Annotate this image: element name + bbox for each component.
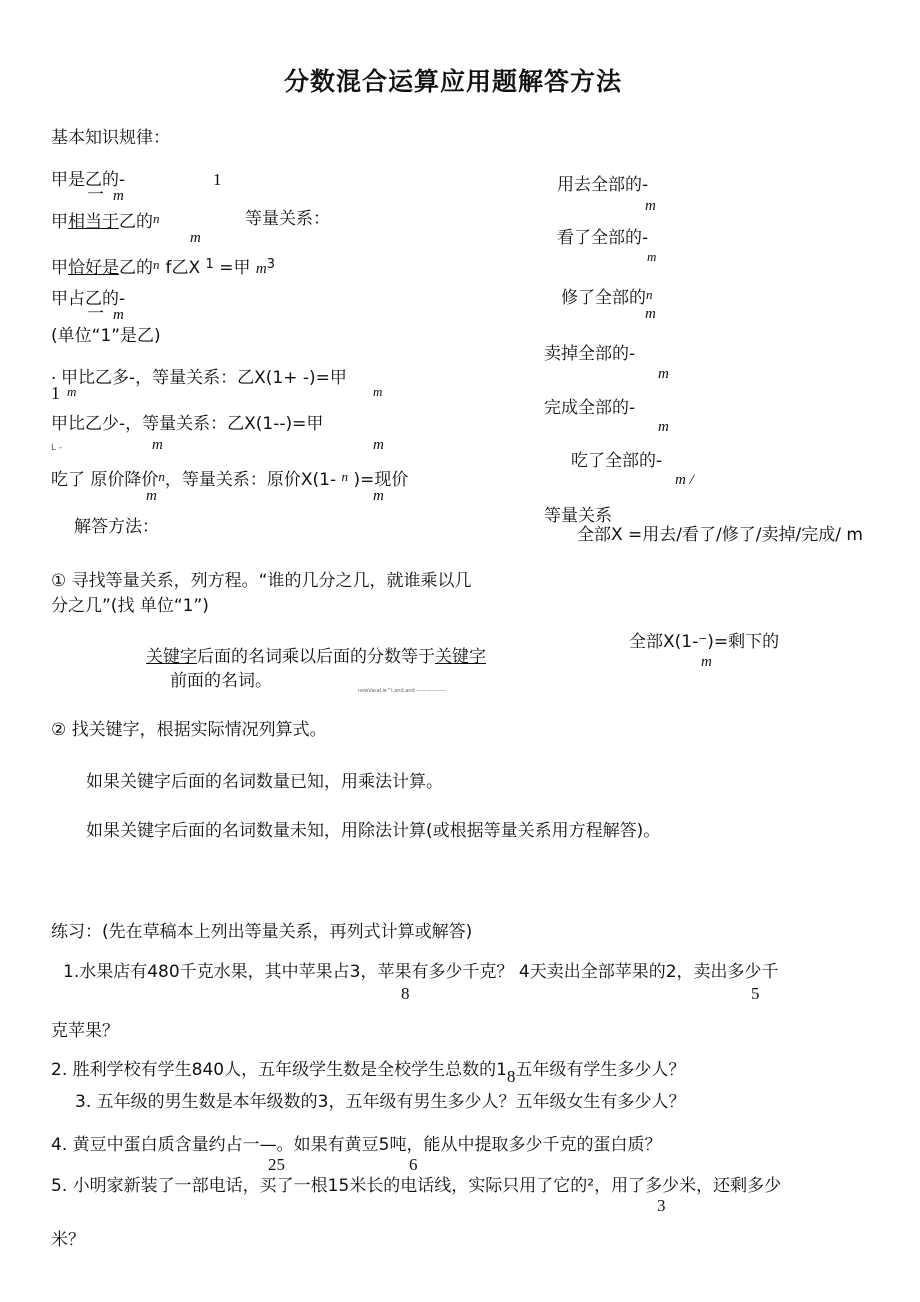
practice-q4: 4. 黄豆中蛋白质含量约占一—。如果有黄豆5吨，能从中提取多少千克的蛋白质？ [51, 1135, 662, 1155]
rule-more-one: 1 [51, 383, 60, 403]
rule-exactly-post: 乙的 [119, 258, 153, 278]
keyword-rule-ul1: 关键字 [146, 647, 197, 667]
practice-q2 [51, 1060, 685, 1087]
rule-jia-is-yi-dash: 一 [87, 185, 104, 205]
practice-q4-denominator-25: 25 [268, 1155, 285, 1174]
practice-q1-cont: 克苹果？ [51, 1021, 119, 1041]
rule-equivalent-post: 乙的 [119, 212, 153, 232]
right-remaining: 全部X(1-⁻)=剩下的 [629, 632, 780, 652]
rule-equivalent [51, 209, 160, 232]
right-sold: 卖掉全部的- [544, 344, 636, 364]
right-eq-cut [544, 506, 612, 526]
rule-less-m2: m [373, 437, 384, 453]
method-step2-known: 如果关键字后面的名词数量已知，用乘法计算。 [86, 772, 443, 792]
practice-q5-cont: 米？ [51, 1230, 85, 1250]
rule-price-drop-m2: m [373, 488, 384, 504]
noise-text: newVaral,ie^I,and,and —————— [358, 688, 447, 694]
rule-exactly-pre: 甲 [51, 258, 68, 278]
practice-q1-denominator-5: 5 [751, 984, 760, 1003]
keyword-qiahaoshi: 恰好是 [68, 258, 119, 278]
rule-occupy-dash: 一 [87, 304, 104, 324]
rule-exactly-eq: =甲 [213, 258, 256, 278]
keyword-xiangdangyu: 相当于 [68, 212, 119, 232]
practice-q1-denominator-8: 8 [401, 984, 410, 1003]
rule-more: 甲比乙多-，等量关系：乙X(1+ -)=甲 [61, 368, 347, 388]
practice-q2-end: 五年级有学生多少人？ [515, 1060, 686, 1080]
right-repaired-n: n [646, 287, 653, 302]
rule-exactly [51, 255, 275, 279]
rule-price-drop [51, 467, 408, 490]
rule-equivalent-n: n [153, 211, 160, 226]
page-title: 分数混合运算应用题解答方法 [284, 67, 623, 96]
basic-heading: 基本知识规律： [51, 128, 170, 148]
practice-q3: 3. 五年级的男生数是本年级数的3，五年级有男生多少人？五年级女生有多少人？ [75, 1092, 686, 1112]
practice-q1: 1.水果店有480千克水果，其中苹果占3，苹果有多少千克？ 4天卖出全部苹果的2，卖出多少千 [63, 962, 779, 982]
rule-equivalent-m: m [190, 230, 201, 246]
right-ate: 吃了全部的- [571, 451, 663, 471]
practice-q5: 5. 小明家新装了一部电话，买了一根15米长的电话线，实际只用了它的²，用了多少米，还剩多少 [51, 1176, 782, 1196]
method-step1-cont: 分之几”(找 单位“1”) [51, 596, 209, 616]
right-repaired-m: m [645, 306, 656, 322]
rule-exactly-sup3: 3 [266, 257, 276, 272]
keyword-rule-ul2: 关键字 [435, 647, 486, 667]
practice-q5-denominator-3: 3 [657, 1196, 666, 1215]
rule-exactly-sup1: 1 [205, 257, 214, 272]
right-repaired-text: 修了全部的 [561, 288, 646, 308]
rule-occupy-m: m [113, 307, 124, 323]
rule-occupy: 甲占乙的- [51, 289, 126, 309]
rule-more-m2: m [373, 384, 383, 399]
right-eq-line-text: 全部X =用去/看了/修了/卖掉/完成/ m [577, 525, 863, 545]
rule-jia-is-yi: 甲是乙的- [51, 170, 126, 190]
rule-price-drop-n2: n [341, 469, 349, 484]
rule-more-m1: m [67, 384, 77, 399]
rule-exactly-n: n [153, 257, 160, 272]
rule-price-drop-pre: 吃了 原价降价 [51, 470, 159, 490]
right-eq-line [577, 525, 863, 545]
keyword-rule-mid: 后面的名词乘以后面的分数等于 [197, 647, 435, 667]
right-sold-m: m [658, 366, 669, 382]
rule-less-m1: m [152, 437, 163, 453]
keyword-rule-cont: 前面的名词。 [170, 671, 272, 691]
method-step2-unknown: 如果关键字后面的名词数量未知，用除法计算(或根据等量关系用方程解答)。 [86, 821, 661, 841]
right-read: 看了全部的- [557, 228, 649, 248]
method-step2: ② 找关键字，根据实际情况列算式。 [51, 720, 327, 740]
rule-equivalent-eq-label: 等量关系： [245, 209, 330, 229]
practice-heading: 练习：(先在草稿本上列出等量关系，再列式计算或解答) [51, 922, 473, 942]
rule-less-mark: L - [51, 443, 63, 453]
right-completed: 完成全部的- [544, 398, 636, 418]
rule-price-drop-m1: m [146, 488, 157, 504]
right-used-m: m [645, 198, 656, 214]
practice-q2-denominator: 8 [506, 1067, 516, 1086]
rule-price-drop-n1: n [158, 469, 165, 484]
rule-less: 甲比乙少-，等量关系：乙X(1--)=甲 [51, 414, 324, 434]
practice-q4-denominator-6: 6 [409, 1155, 418, 1174]
rule-equivalent-pre: 甲 [51, 212, 68, 232]
method-step1: ① 寻找等量关系，列方程。“谁的几分之几，就谁乘以几 [51, 571, 472, 591]
rule-jia-is-yi-m: m [113, 188, 124, 204]
rule-price-drop-mid: ，等量关系：原价X(1- [164, 470, 342, 490]
right-remaining-m: m [701, 654, 712, 670]
right-read-m: m [647, 249, 657, 264]
rule-more-dot: . [51, 364, 57, 384]
keyword-rule [146, 647, 486, 667]
rule-exactly-formula: f乙X [165, 258, 206, 278]
unit-note: (单位“1”是乙) [51, 326, 161, 346]
right-ate-m: m / [675, 472, 694, 488]
practice-q2-text: 2. 胜利学校有学生840人，五年级学生数是全校学生总数的1 [51, 1060, 507, 1080]
right-repaired [561, 285, 653, 308]
right-used: 用去全部的- [557, 175, 649, 195]
rule-jia-is-yi-one: 1 [213, 170, 222, 189]
method-heading: 解答方法： [74, 517, 159, 537]
right-completed-m: m [658, 419, 669, 435]
rule-exactly-m: m [255, 261, 267, 277]
right-eq-cut-text: 等量关系 [544, 506, 612, 526]
rule-price-drop-end: )=现价 [348, 470, 409, 490]
